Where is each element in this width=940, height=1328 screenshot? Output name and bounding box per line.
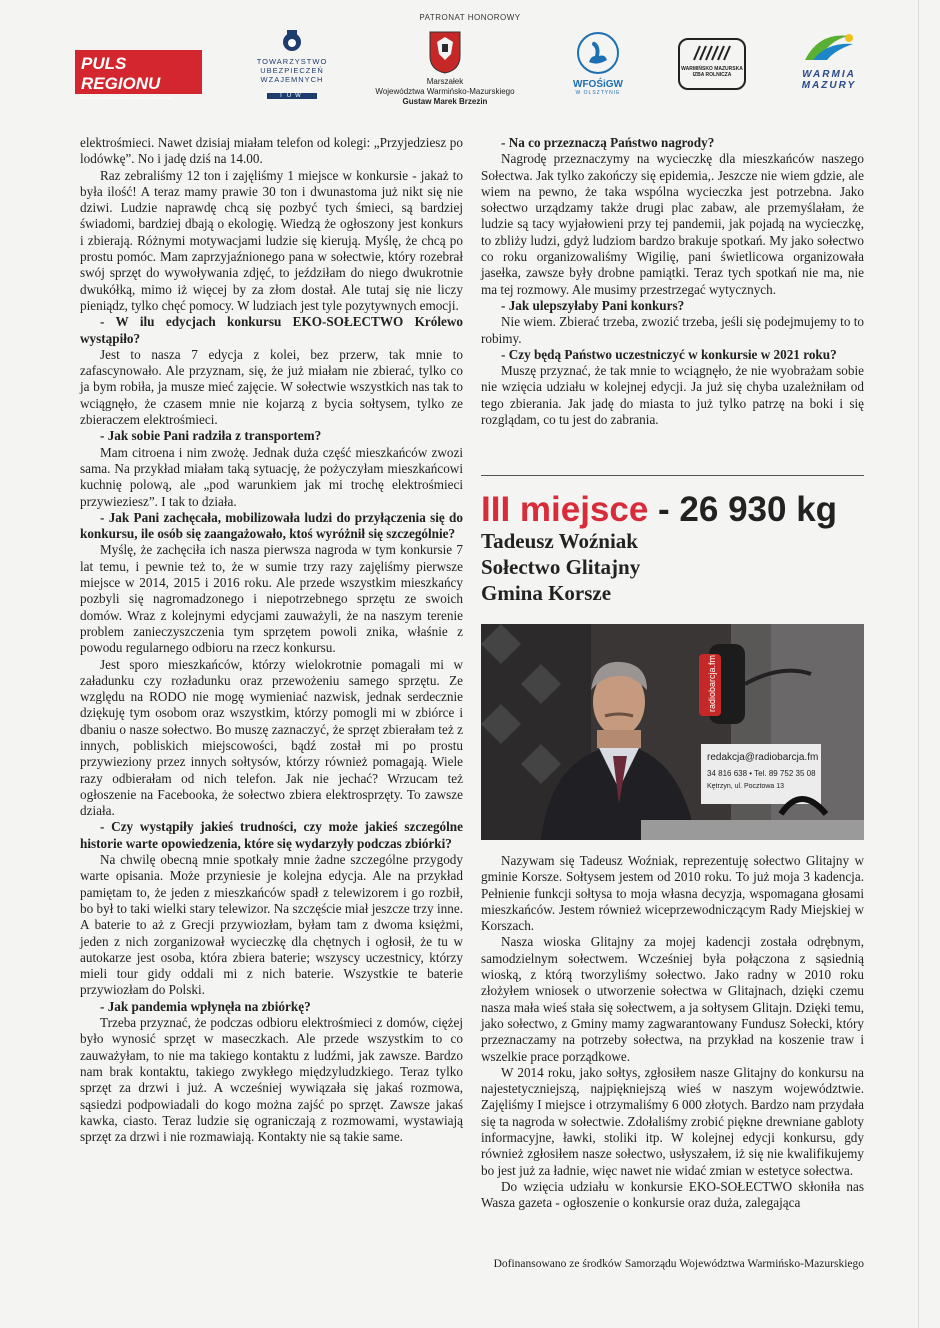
page-edge [918,0,919,1328]
paragraph: Myślę, że zachęciła ich nasza pierwsza nagroda w tym konkursie 7 lat temu, i pewnie też to, że w sumie trzy razy zajęliśmy pierwsze miejsce w 2014, 2015 i 2016 roku. Ale przede wszystkim mieszkańcy pozbyli się nagromadzonego i niepotrzebnego sprzętu ze swoich domów. Wraz z kolejnymi edycjami zauważyli, że na naszym terenie problem zanieczyszczenia tym sprzętem powoli znika, właśnie z powodu regularnego odbioru na rzecz konkursu. [80,542,463,656]
paragraph: Raz zebraliśmy 12 ton i zajęliśmy 1 miejsce w konkursie - jakaż to była ilość! A teraz mamy prawie 30 ton i dwunastoma już nikt się nie dziwi. Ludzie naprawdę chcą się pozbyć tych śmieci, są bardziej świadomi, bardziej dbają o ekologię. Wiedzą że ogłoszony jest konkurs i zbierają. Różnymi motywacjami ludzie się kierują. Myślę, że chcą po prostu pomóc. Mam zaprzyjaźnionego pana w sołectwie, który rozebrał swój sprzęt do wywoływania zdjęć, to jeździłam do niego dwukrotnie dwukółką, mimo iż więcej by za złom dostał. Ale tutaj się nie liczy pieniądz, tylko chęć pomocy. W ludziach jest tyle pozytywnych emocji. [80,167,463,313]
paragraph: elektrośmieci. Nawet dzisiaj miałam telefon od kolegi: „Przyjedziesz po lodówkę”. No i jadę dziś na 14.00. [80,135,463,167]
puls-regionu-name: PULS REGIONU [81,54,161,93]
coat-of-arms-icon [428,30,462,74]
right-column-bottom [481,853,864,1212]
tuw-line-3: WZAJEMNYCH [260,75,324,84]
marszalek-line-1: Marszałek [426,77,464,86]
warmia-mazury-logo [780,30,878,91]
third-place-heading [481,490,881,608]
winner-gmina: Gmina Korsze [481,581,612,605]
wfosigw-logo [565,32,631,96]
interview-question: - Jak Pani zachęcała, mobilizowała ludzi do przyłączenia się do konkursu, ile osób się zaangażowało, ktoś wyróżnił się szczególnie? [80,509,463,542]
paragraph: Na chwilę obecną mnie spotkały mnie żadne szczególne przygody warte opisania. Może przyniesie je kolejna edycja. Ale na przykład pamiętam to, że jeden z mieszkańców spadł z telewizorem i go rozbił, bo był to taki wielki stary telewizor. Na szczęście miał jeszcze trzy inne. A baterie to aż z Grecji przywiozłam, byłam tam z dwoma księżmi, jeden z nich zorganizował wycieczkę dla chętnych i ogłosił, że tu w autokarze jest osoba, która zbiera baterie; wszyscy uczestnicy, którzy mieli tour gidy oddali mi z nich baterie. Wszystkie te baterie przywiozłam do Polski. [80,852,463,998]
paragraph: Trzeba przyznać, że podczas odbioru elektrośmieci z domów, ciężej było wynosić sprzęt w maseczkach. Ale przede wszystkim to co zauważyłam, to nie ma takiego kontaktu z ludźmi, jak zawsze. Bardzo nam brak kontaktu, takiego zwykłego międzyludzkiego. Teraz tylko sprzęt za drzwi i już. A wcześniej wywiązała się jakaś rozmowa, sąsiedzi podpowiadali do kogo można zajść po sprzęt. Zawsze jakaś kawka, ciasto. Teraz ludzie się ograniczają z rozmowami, wystawiają sprzęt za drzwi i nie rozmawiają. Kontakty nie są takie same. [80,1015,463,1145]
izba-rolnicza-logo [678,38,746,90]
paragraph: Nie wiem. Zbierać trzeba, zwozić trzeba, jeśli się podejmujemy to to robimy. [481,314,864,346]
patronat-heading: PATRONAT HONOROWY [419,13,521,22]
winner-solectwo: Sołectwo Glitajny [481,555,641,579]
interview-question: - Czy będą Państwo uczestniczyć w konkursie w 2021 roku? [501,346,837,362]
interview-question: - Jak pandemia wpłynęła na zbiórkę? [100,998,311,1014]
tuw-line-2: UBEZPIECZEŃ [260,66,324,75]
marszalek-line-3: Gustaw Marek Brzezin [402,97,488,106]
warmia-text: WARMIA [802,69,856,80]
mic-brand: radiobarcja.fm [707,654,717,712]
right-column-top [481,135,864,428]
swan-icon [575,32,621,74]
winner-name: Tadeusz Woźniak [481,529,638,553]
lakes-icon [799,30,859,64]
footer-funding-note: Dofinansowano ze środków Samorządu Województwa Warmińsko-Mazurskiego [493,1258,864,1270]
puls-regionu-subtitle: Wiadomości województwa warmińsko-mazurskiego [81,95,172,100]
paragraph: Nasza wioska Glitajny za mojej kadencji została odrębnym, samodzielnym sołectwem. Wcześniej była połączona z sąsiednią wioską, z którą tworzyliśmy sołectwo. Jako radny w 2010 roku złożyłem wniosek o utworzenie sołectwa w Glitajnach, dzięki czemu nasza mała wieś stała się sołectwem, a ja sołtysem Glitajn. Dzięki temu, jako sołectwo, z Gminy mamy zagwarantowany Fundusz Sołecki, który przeznaczamy na potrzeby sołectwa, na przykład na koszenie traw i wszelkie prace porządkowe. [481,934,864,1064]
tuw-logo [246,28,338,102]
section-divider [481,475,864,476]
mazury-text: MAZURY [801,80,857,91]
interview-question: - Jak ulepszyłaby Pani konkurs? [501,297,685,313]
interview-question: - Jak sobie Pani radziła z transportem? [100,428,322,444]
paragraph: Muszę przyznać, że tak mnie to wciągnęło, że nie wyobrażam sobie nie wzięcia udziału w kolejnej edycji. Ja już się chyba uzależniłam od tego zbierania. Jak jadę do miasta to już tylko patrzę na boki i się rozglądam, co tu jest do zabrania. [481,363,864,428]
place-title [481,490,881,530]
banner-email: redakcja@radiobarcja.fm [707,752,819,763]
left-column [80,135,463,1145]
tuw-emblem-icon [281,28,303,52]
marszalek-logo [360,30,530,107]
place-label: III miejsce [481,490,649,529]
interview-question: - Na co przeznaczą Państwo nagrody? [501,135,715,150]
field-icon [692,44,732,62]
wfosigw-name: WFOŚiGW [573,79,623,90]
paragraph: W 2014 roku, jako sołtys, zgłosiłem nasze Glitajny do konkursu na najestetyczniejszą, najpiękniejszą wieś w naszym województwie. Zajęliśmy I miejsce i otrzymaliśmy 6 000 złotych. Bardzo nam przydała się ta nagroda w sołectwie. Zdołaliśmy zrobić piękne drewniane gabloty informacyjne, ławki, stoliki itp. W kolejnej edycji konkursu, gdy również zgłosiłem nasze sołectwo, usłyszałem, iż się nie kwalifikujemy bo jest już za ładnie, więc nawet nie widać zmian w estetyce sołectwa. [481,1064,864,1178]
paragraph: Jest sporo mieszkańców, którzy wielokrotnie pomagali mi w załadunku czy rozładunku oraz przewożeniu samego sprzętu. Ze względu na RODO nie mogę wymieniać nazwisk, jednak serdecznie dziękuję tym osobom oraz wszystkim, którzy pomogli mi w zbiórce i dbaniu o nasze sołectwo. Bo muszę zaznaczyć, że sprzęt zbierałam też z innych, pobliskich miejscowości, bądź został mi po prostu przywieziony przez innych sołtysów, którzy również pomagają. Wiele razy odbierałam od nich telefon. Jak nie jechać? Wrzucam też ogłoszenie na Facebooka, że sołectwo zbiera elektrosprzęty. To zawsze działa. [80,656,463,819]
marszalek-line-2: Województwa Warmińsko-Mazurskiego [375,87,515,96]
izba-rolnicza-name: WARMIŃSKO MAZURSKA IZBA ROLNICZA [681,66,743,78]
place-amount: - 26 930 kg [648,490,838,529]
paragraph: Jest to nasza 7 edycja z kolei, bez przerw, tak mnie to zafascynowało. Ale przyznam, się, że już miałam nie zbierać, tylko co ja bym robiła, ja musze mieć zajęcie. W sołectwie wszystkich nas tak to wciągnęło, że czasem mnie nie kojarzą z bycia sołtysem, tylko ze zbieraczem elektrośmieci. [80,346,463,428]
wfosigw-city: W OLSZTYNIE [575,90,621,96]
banner-phone: 34 816 638 • Tel. 89 752 35 08 [707,769,816,778]
paragraph: Mam citroena i nim zwożę. Jednak duża część mieszkańców zwozi sama. Na przykład miałam taką sytuację, że pożyczyłam mieszkańcowi kuchnię polową, ale „pod warunkiem jak mi trochę elektrośmieci przywieziesz”. I tak to działa. [80,444,463,509]
tuw-bar: TUW [267,93,317,99]
interview-question: - Czy wystąpiły jakieś trudności, czy może jakieś szczególne historie warte opowiedzenia, które się wydarzyły podczas zbiórki? [80,819,463,851]
tuw-line-1: TOWARZYSTWO [256,57,328,66]
interview-photo [481,624,864,840]
paragraph: Nagrodę przeznaczymy na wycieczkę dla mieszkańców naszego Sołectwa. Jak tylko zakończy się epidemia,. Jeszcze nie wiem gdzie, ale wiem na pewno, że taka wspólna wycieczka jest potrzebna. Jako sołectwo urządzamy także drugi plac zabaw, ale przemyślałam, że ludzie są tacy wyjałowieni przy tej pandemii, jak pojadą na wycieczkę, to zbliży ludzi, gdyż ludziom bardzo brakuje spotkań. My jako sołectwo co roku organizowaliśmy Wigilię, pani świetlicowa organizowała jasełka, zawsze były drobne pamiątki. Teraz tych spotkań nie ma, nie ma tej rozmowy. Ale musimy przestrzegać wytycznych. [481,151,864,297]
paragraph: Do wzięcia udziału w konkursie EKO-SOŁECTWO skłoniła nas Wasza gazeta - ogłoszenie o konkursie oraz duża, zalegająca [481,1178,864,1211]
banner-address: Kętrzyn, ul. Pocztowa 13 [707,783,785,790]
puls-regionu-logo [75,50,202,100]
interview-question: - W ilu edycjach konkursu EKO-SOŁECTWO Królewo wystąpiło? [80,314,463,346]
paragraph: Nazywam się Tadeusz Woźniak, reprezentuję sołectwo Glitajny w gminie Korsze. Sołtysem jestem od 2010 roku. To już moja 3 kadencja. Pełnienie funkcji sołtysa to moja własna decyzja, wspomagana głosami mieszkańców. Jestem również wiceprzewodniczącym Rady Miejskiej w Korszach. [481,853,864,934]
